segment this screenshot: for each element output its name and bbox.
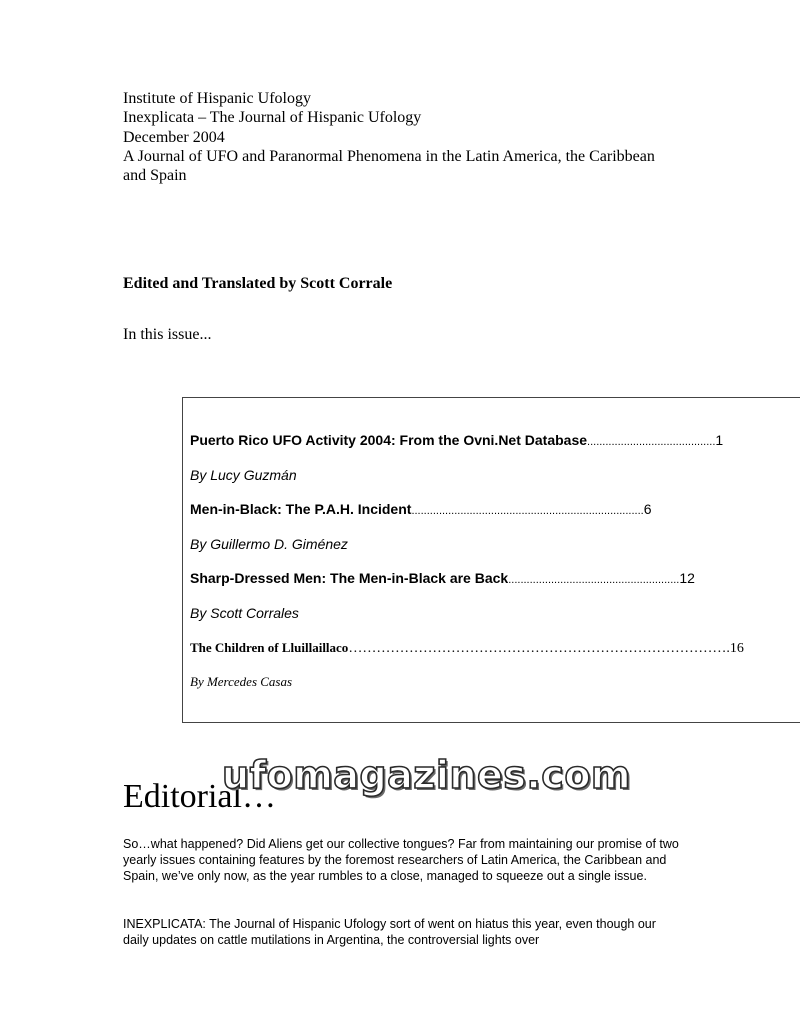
journal-title: Inexplicata – The Journal of Hispanic Ufology [123,109,422,127]
toc-leader: ………………………………………………………………………. [348,641,730,656]
table-of-contents [182,397,800,723]
toc-title: Men-in-Black: The P.A.H. Incident [190,501,412,517]
toc-author-2: By Guillermo D. Giménez [190,536,348,552]
toc-entry-2 [190,501,652,519]
journal-subtitle-line2: and Spain [123,167,187,185]
editor-credit: Edited and Translated by Scott Corrale [123,275,393,292]
toc-author-1: By Lucy Guzmán [190,467,297,483]
journal-header [123,89,723,185]
editorial-paragraph-1: So…what happened? Did Aliens get our collective tongues? Far from maintaining our promise of two yearly issues containing features by the foremost researchers of Latin America, the Caribbean and Spain, we’ve only now, as the year rumbles to a close, managed to squeeze out a single issue. [123,837,679,883]
toc-leader: ........................................................ [508,574,680,586]
issue-date: December 2004 [123,128,225,146]
toc-leader: .......................................... [587,436,716,448]
toc-title: Puerto Rico UFO Activity 2004: From the Ovni.Net Database [190,432,588,448]
watermark-logo: ufomagazines.com [222,753,632,797]
toc-page-number: 16 [729,641,744,656]
toc-page-number: 12 [679,570,695,586]
toc-author-4: By Mercedes Casas [190,674,293,689]
in-this-issue-label: In this issue... [123,326,212,343]
toc-author-3: By Scott Corrales [190,605,299,621]
toc-entry-3 [190,570,695,588]
toc-entry-4 [190,639,744,657]
institute-name: Institute of Hispanic Ufology [123,90,311,107]
toc-entry-1 [190,432,723,450]
toc-page-number: 6 [643,501,652,517]
toc-title: Sharp-Dressed Men: The Men-in-Black are Back [190,570,509,586]
toc-leader: ............................................................................ [411,505,644,517]
editorial-heading: Editorial… [123,778,276,815]
journal-subtitle-line1: A Journal of UFO and Paranormal Phenomena in the Latin America, the Caribbean [123,147,655,165]
editorial-paragraph-2: INEXPLICATA: The Journal of Hispanic Ufology sort of went on hiatus this year, even though our daily updates on cattle mutilations in Argentina, the controversial lights over [123,917,656,947]
toc-title: The Children of Lluillaillaco [190,640,349,655]
toc-page-number: 1 [715,432,724,448]
